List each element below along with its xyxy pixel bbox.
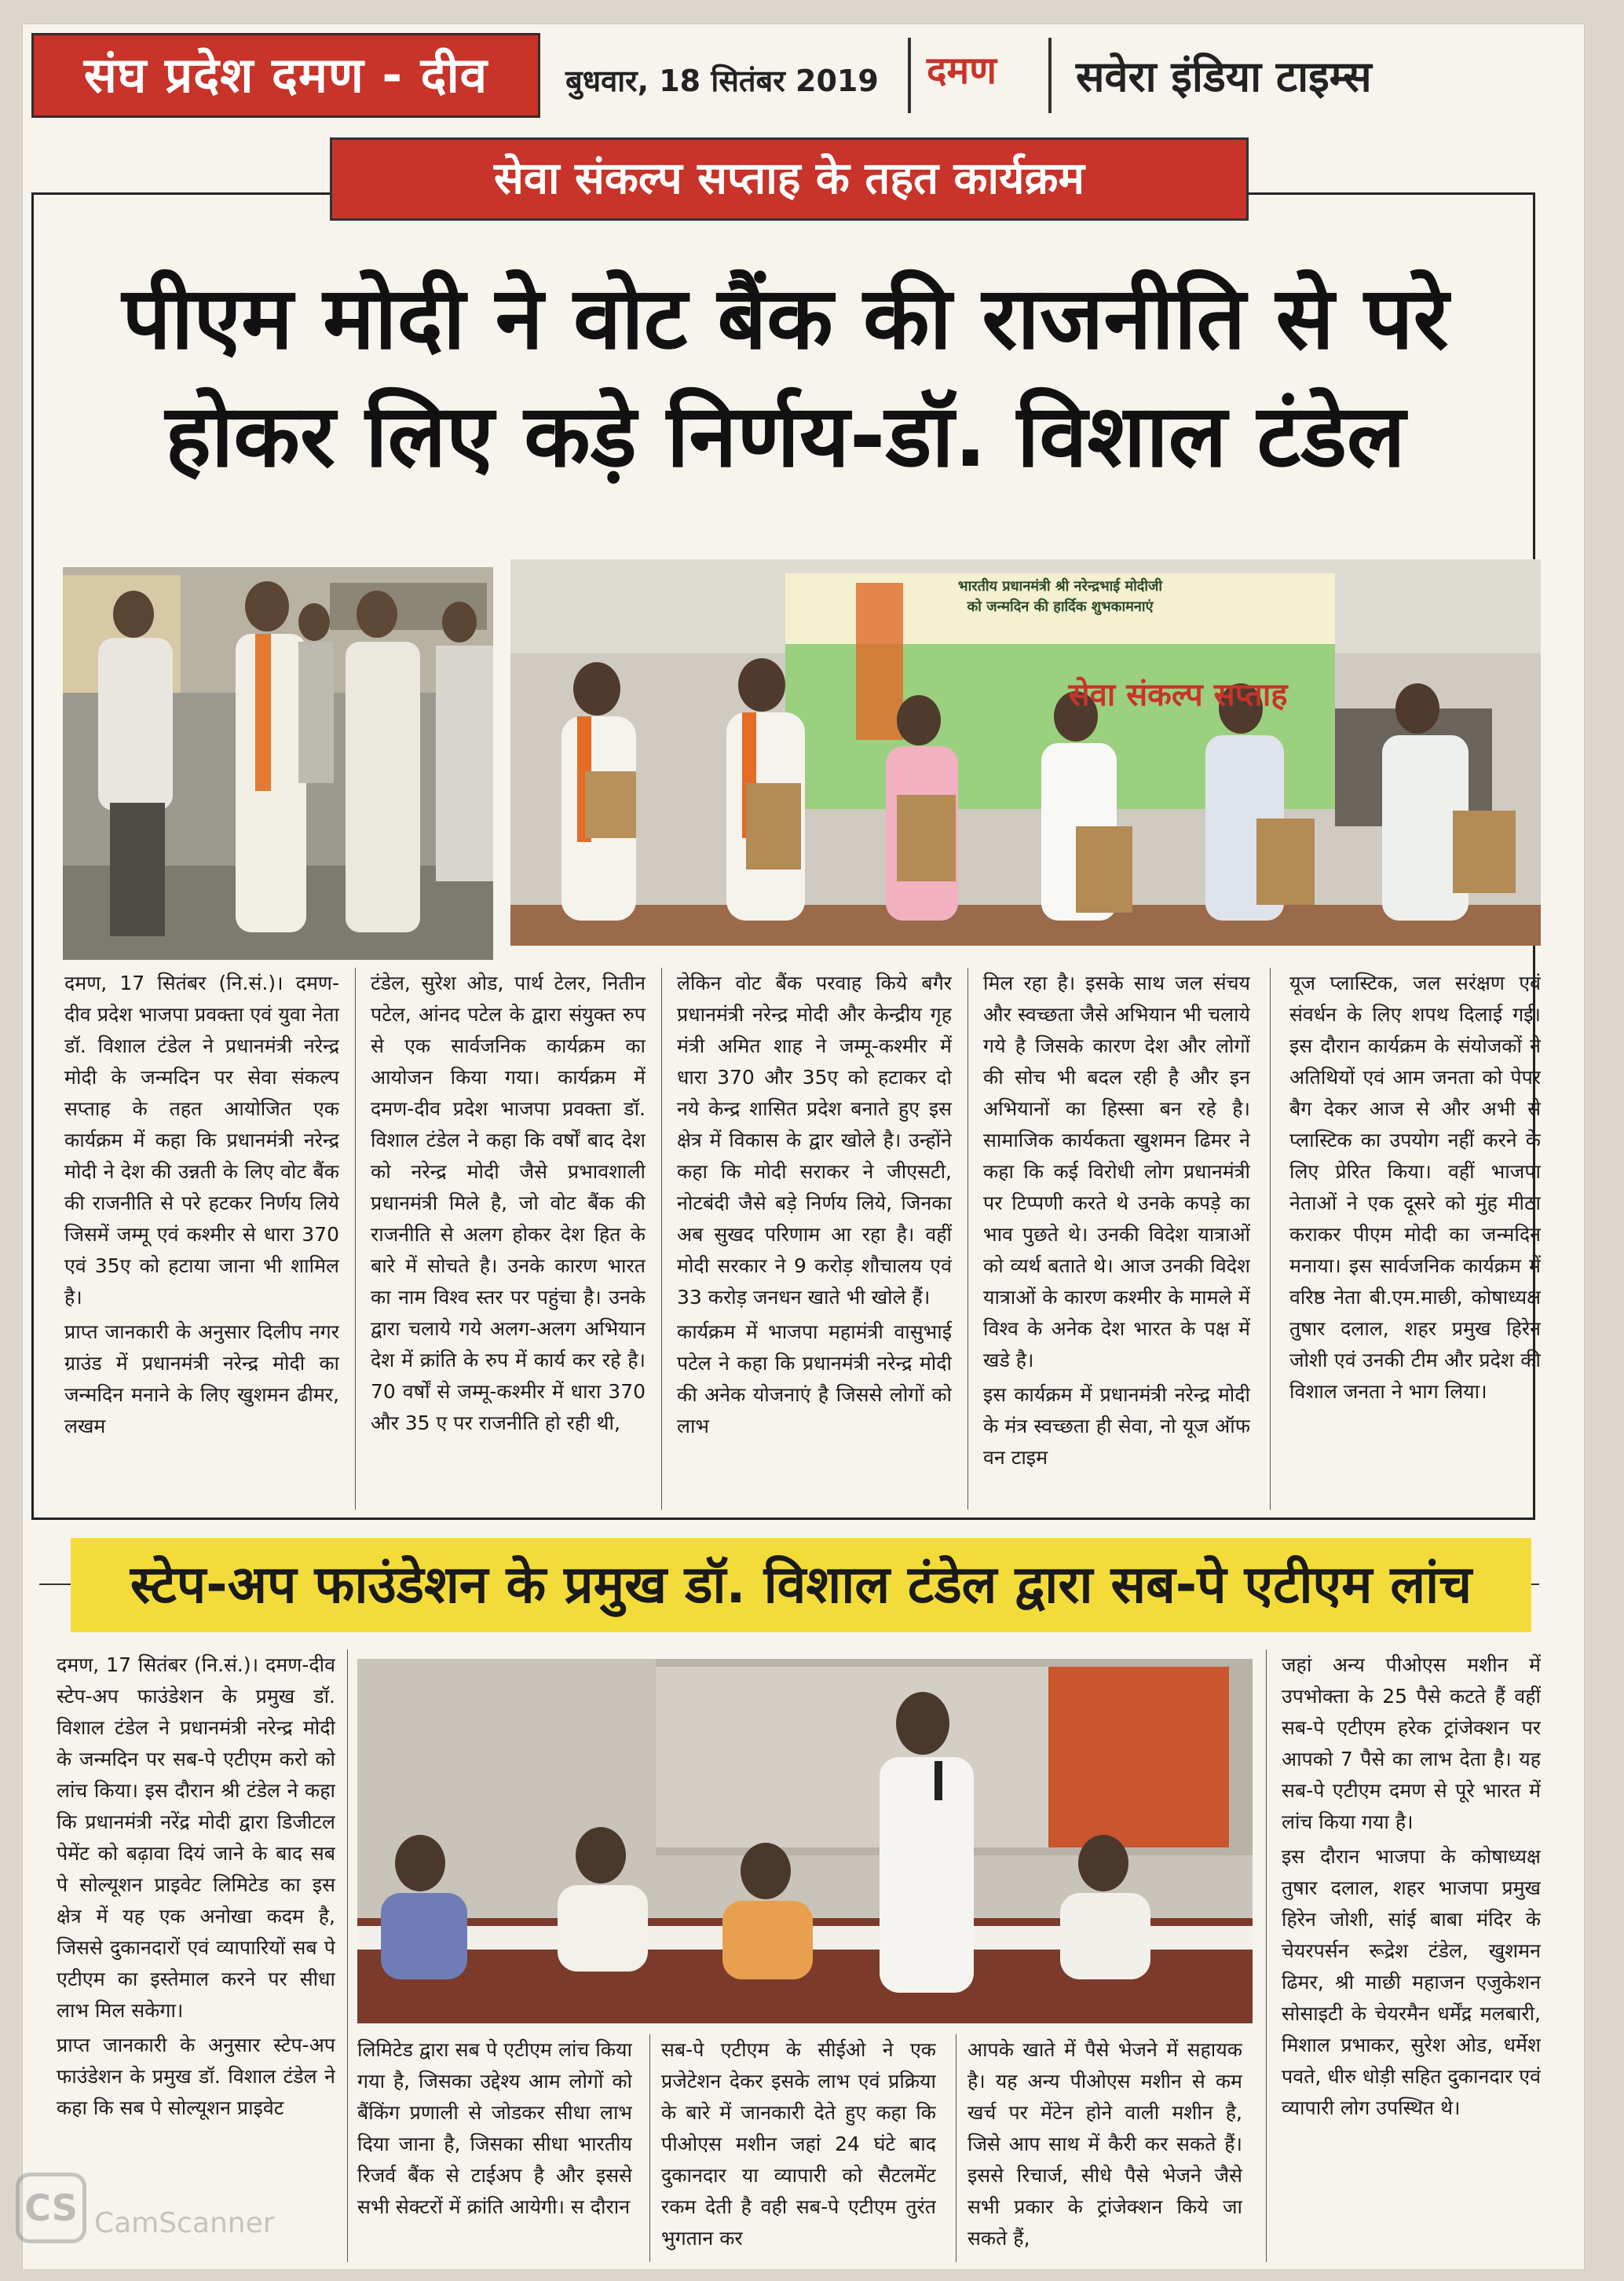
story1-column-3: [677, 968, 952, 1510]
masthead: [31, 28, 1531, 123]
story2-paragraph: लिमिटेड द्वारा सब पे एटीएम लांच किया गया है, जिसका उद्देश्य आम लोगों को बैंकिंग प्रणाली से जोडकर सीधा लाभ दिया जाना है, जिसका सीधा भारतीय रिजर्व बैंक से टाईअप है और इससे सभी सेक्टरों में क्रांति आयेगी। स दौरान: [357, 2038, 632, 2218]
region-banner: संघ प्रदेश दमण - दीव: [31, 33, 540, 118]
story2-paragraph: दमण, 17 सितंबर (नि.सं.)। दमण-दीव स्टेप-अप फाउंडेशन के प्रमुख डॉ. विशाल टंडेल ने प्रधानमंत्री नरेन्द्र मोदी के जन्मदिन पर सब-पे एटीएम करो को लांच किया। इस दौरान श्री टंडेल ने कहा कि प्रधानमंत्री नरेंद्र मोदी द्वारा डिजीटल पेमेंट को बढ़ावा दियं जाने के बाद सब पे सोल्यूशन प्राइवेट लिमिटेड का इस क्षेत्र में यह एक अनोखा कदम है, जिससे दुकानदारों एवं व्यापारियों सब पे एटीएम का इस्तेमाल करने पर सीधा लाभ मिल सकेगा।: [57, 1653, 335, 2022]
column-rule: [347, 1649, 348, 2262]
masthead-divider: [908, 38, 911, 113]
photo-banner-line1: भारतीय प्रधानमंत्री श्री नरेन्द्रभाई मोदीजी: [957, 578, 1163, 595]
story1-paragraph: कार्यक्रम में भाजपा महामंत्री वासुभाई पटेल ने कहा कि प्रधानमंत्री नरेन्द्र मोदी की अनेक योजनाएं है जिससे लोगों को लाभ: [677, 1320, 952, 1437]
edition-city: दमण: [927, 49, 997, 93]
story1-column-2: [371, 968, 646, 1510]
photo-banner-line2: को जन्मदिन की हार्दिक शुभकामनाएं: [967, 599, 1154, 615]
story1-paragraph: इस कार्यक्रम में प्रधानमंत्री नरेन्द्र मोदी के मंत्र स्वच्छता ही सेवा, नो यूज ऑफ वन टाइम: [983, 1383, 1250, 1469]
story2-column-2: [357, 2034, 632, 2281]
story2-column-3: [661, 2034, 936, 2281]
story1-column-1: [64, 968, 339, 1510]
story2-paragraph: आपके खाते में पैसे भेजने में सहायक है। यह अन्य पीओएस मशीन से कम खर्च पर मेंटेन होने वाली मशीन है, जिसे आप साथ में कैरी कर सकते हैं। इससे रिचार्ज, सीधे पैसे भेजने जैसे सभी प्रकार के ट्रांजेक्शन किये जा सकते हैं,: [967, 2038, 1242, 2250]
story1-paragraph: दमण, 17 सितंबर (नि.सं.)। दमण-दीव प्रदेश भाजपा प्रवक्ता एवं युवा नेता डॉ. विशाल टंडेल ने प्रधानमंत्री नरेन्द्र मोदी के जन्मदिन पर सेवा संकल्प सप्ताह के तहत आयोजित एक कार्यक्रम में कहा कि प्रधानमंत्री नरेन्द्र मोदी ने देश की उन्नती के लिए वोट बैंक की राजनीति से परे हटकर निर्णय लिये जिसमें जम्मू एवं कश्मीर से धारा 370 एवं 35ए को हटाया जाना भी शामिल है।: [64, 972, 339, 1309]
story2-column-4: [967, 2034, 1242, 2281]
story2-paragraph: जहां अन्य पीओएस मशीन में उपभोक्ता के 25 पैसे कटते हैं वहीं सब-पे एटीएम हरेक ट्रांजेक्शन पर आपको 7 पैसे का लाभ देता है। यह सब-पे एटीएम दमण से पूरे भारत में लांच किया गया है।: [1282, 1653, 1541, 1833]
masthead-divider: [1048, 38, 1052, 113]
story1-paragraph: यूज प्लास्टिक, जल सरंक्षण एवं संवर्धन के लिए शपथ दिलाई गई। इस दौरान कार्यक्रम के संयोजकों ने अतिथियों एवं आम जनता को पेपर बैग देकर आज से और अभी से प्लास्टिक का उपयोग नहीं करने के लिए प्रेरित किया। वहीं भाजपा नेताओं ने एक दूसरे को मुंह मीठा कराकर पीएम मोदी का जन्मदिन मनाया। इस सार्वजनिक कार्यक्रम में वरिष्ठ नेता बी.एम.माछी, कोषाध्यक्ष तुषार दलाल, शहर प्रमुख हिरेन जोशी एवं उनकी टीम और प्रदेश की विशाल जनता ने भाग लिया।: [1289, 972, 1541, 1403]
story2-body: [57, 1649, 1541, 2262]
story1-column-4: [983, 968, 1250, 1510]
story2-headline: स्टेप-अप फाउंडेशन के प्रमुख डॉ. विशाल टंडेल द्वारा सब-पे एटीएम लांच: [71, 1538, 1531, 1632]
camscanner-text: CamScanner: [94, 2207, 275, 2239]
column-rule: [1266, 1649, 1267, 2262]
column-rule: [649, 2034, 650, 2262]
story1-headline-line1: पीएम मोदी ने वोट बैंक की राजनीति से परे: [122, 268, 1449, 368]
story2-column-1: [57, 1649, 335, 2262]
story1-kicker: सेवा संकल्प सप्ताह के तहत कार्यक्रम: [330, 137, 1249, 221]
story2-paragraph: इस दौरान भाजपा के कोषाध्यक्ष तुषार दलाल, शहर भाजपा प्रमुख हिरेन जोशी, सांई बाबा मंदिर के चेयरपर्सन रूद्रेश टंडेल, खुशमन ढिमर, श्री माछी महाजन एजुकेशन सोसाइटी के चेयरमैन धर्मेंद्र मलबारी, मिशाल प्रभाकर, सुरेश ओड, धर्मेश पवते, धीरु धोड़ी सहित दुकानदार एवं व्यापारी लोग उपस्थित थे।: [1282, 1845, 1541, 2119]
column-rule: [661, 968, 662, 1510]
camscanner-logo-icon: CS: [16, 2173, 86, 2243]
photo-banner-sign: सेवा संकल्प सप्ताह: [1068, 677, 1288, 713]
column-rule: [1270, 968, 1271, 1510]
story2-paragraph: प्राप्त जानकारी के अनुसार स्टेप-अप फाउंडेशन के प्रमुख डॉ. विशाल टंडेल ने कहा कि सब पे सोल्यूशन प्राइवेट: [57, 2034, 335, 2119]
story1-paragraph: प्राप्त जानकारी के अनुसार दिलीप नगर ग्राउंड में प्रधानमंत्री नरेन्द्र मोदी का जन्मदिन मनाने के लिए खुशमन ढीमर, लखम: [64, 1320, 339, 1437]
story2-paragraph: सब-पे एटीएम के सीईओ ने एक प्रजेटेशन देकर इसके लाभ एवं प्रक्रिया के बारे में जानकारी देते हुए कहा कि पीओएस मशीन जहां 24 घंटे बाद दुकानदार या व्यापारी को सैटलमेंट रकम देती है वही सब-पे एटीएम तुरंत भुगतान कर: [661, 2038, 936, 2250]
newspaper-name: सवेरा इंडिया टाइम्स: [1076, 52, 1372, 101]
column-rule: [967, 968, 968, 1510]
story2-column-5: [1282, 1649, 1541, 2262]
story1-paragraph: मिल रहा है। इसके साथ जल संचय और स्वच्छता जैसे अभियान भी चलाये गये है जिसके कारण देश और लोगों की सोच भी बदल रही है और इन अभियानों का हिस्सा बन रहे है। सामाजिक कार्यकता खुशमन ढिमर ने कहा कि कई विरोधी लोग प्रधानमंत्री पर टिप्पणी करते थे उनके कपड़े का भाव पुछते थे। उनकी विदेश यात्राओं को व्यर्थ बताते थे। आज उनकी विदेश यात्राओं के कारण कश्मीर के मामले में विश्व के अनेक देश भारत के पक्ष में खडे है।: [983, 972, 1250, 1371]
story1-paragraph: टंडेल, सुरेश ओड, पार्थ टेलर, नितीन पटेल, आंनद पटेल के द्वारा संयुक्त रुप से एक सार्वजनिक कार्यक्रम का आयोजन किया गया। कार्यक्रम में दमण-दीव प्रदेश भाजपा प्रवक्ता डॉ. विशाल टंडेल ने कहा कि वर्षों बाद देश को नरेन्द्र मोदी जैसे प्रभावशाली प्रधानमंत्री मिले है, जो वोट बैंक की राजनीति से अलग होकर देश हित के बारे में सोचते है। उनके कारण भारत का नाम विश्व स्तर पर पहुंचा है। उनके द्वारा चलाये गये अलग-अलग अभियान देश में क्रांति के रुप में कार्य कर रहे है। 70 वर्षों से जम्मू-कश्मीर में धारा 370 और 35 ए पर राजनीति हो रही थी,: [371, 972, 646, 1434]
story1-headline-line2: होकर लिए कड़े निर्णय-डॉ. विशाल टंडेल: [165, 386, 1406, 486]
scanner-watermark: [16, 2173, 275, 2259]
column-rule: [355, 968, 356, 1510]
story1-paragraph: लेकिन वोट बैंक परवाह किये बगैर प्रधानमंत्री नरेन्द्र मोदी और केन्द्रीय गृह मंत्री अमित शाह ने जम्मू-कश्मीर में धारा 370 और 35ए को हटाकर दो नये केन्द्र शासित प्रदेश बनाते हुए इस क्षेत्र में विकास के द्वार खोले है। उन्होंने कहा कि मोदी सराकर ने जीएसटी, नोटबंदी जैसे बड़े निर्णय लिये, जिनका अब सुखद परिणाम आ रहा है। वहीं मोदी सरकार ने 9 करोड़ शौचालय एवं 33 करोड़ जनधन खाते भी खोले हैं।: [677, 972, 952, 1309]
story1-column-5: [1289, 968, 1541, 1510]
story1-headline: [47, 259, 1523, 495]
story1-photo-main: [510, 559, 1541, 946]
issue-date: बुधवार, 18 सितंबर 2019: [565, 64, 879, 98]
story1-photo-left: [63, 567, 493, 960]
story1-body: [64, 968, 1541, 1510]
